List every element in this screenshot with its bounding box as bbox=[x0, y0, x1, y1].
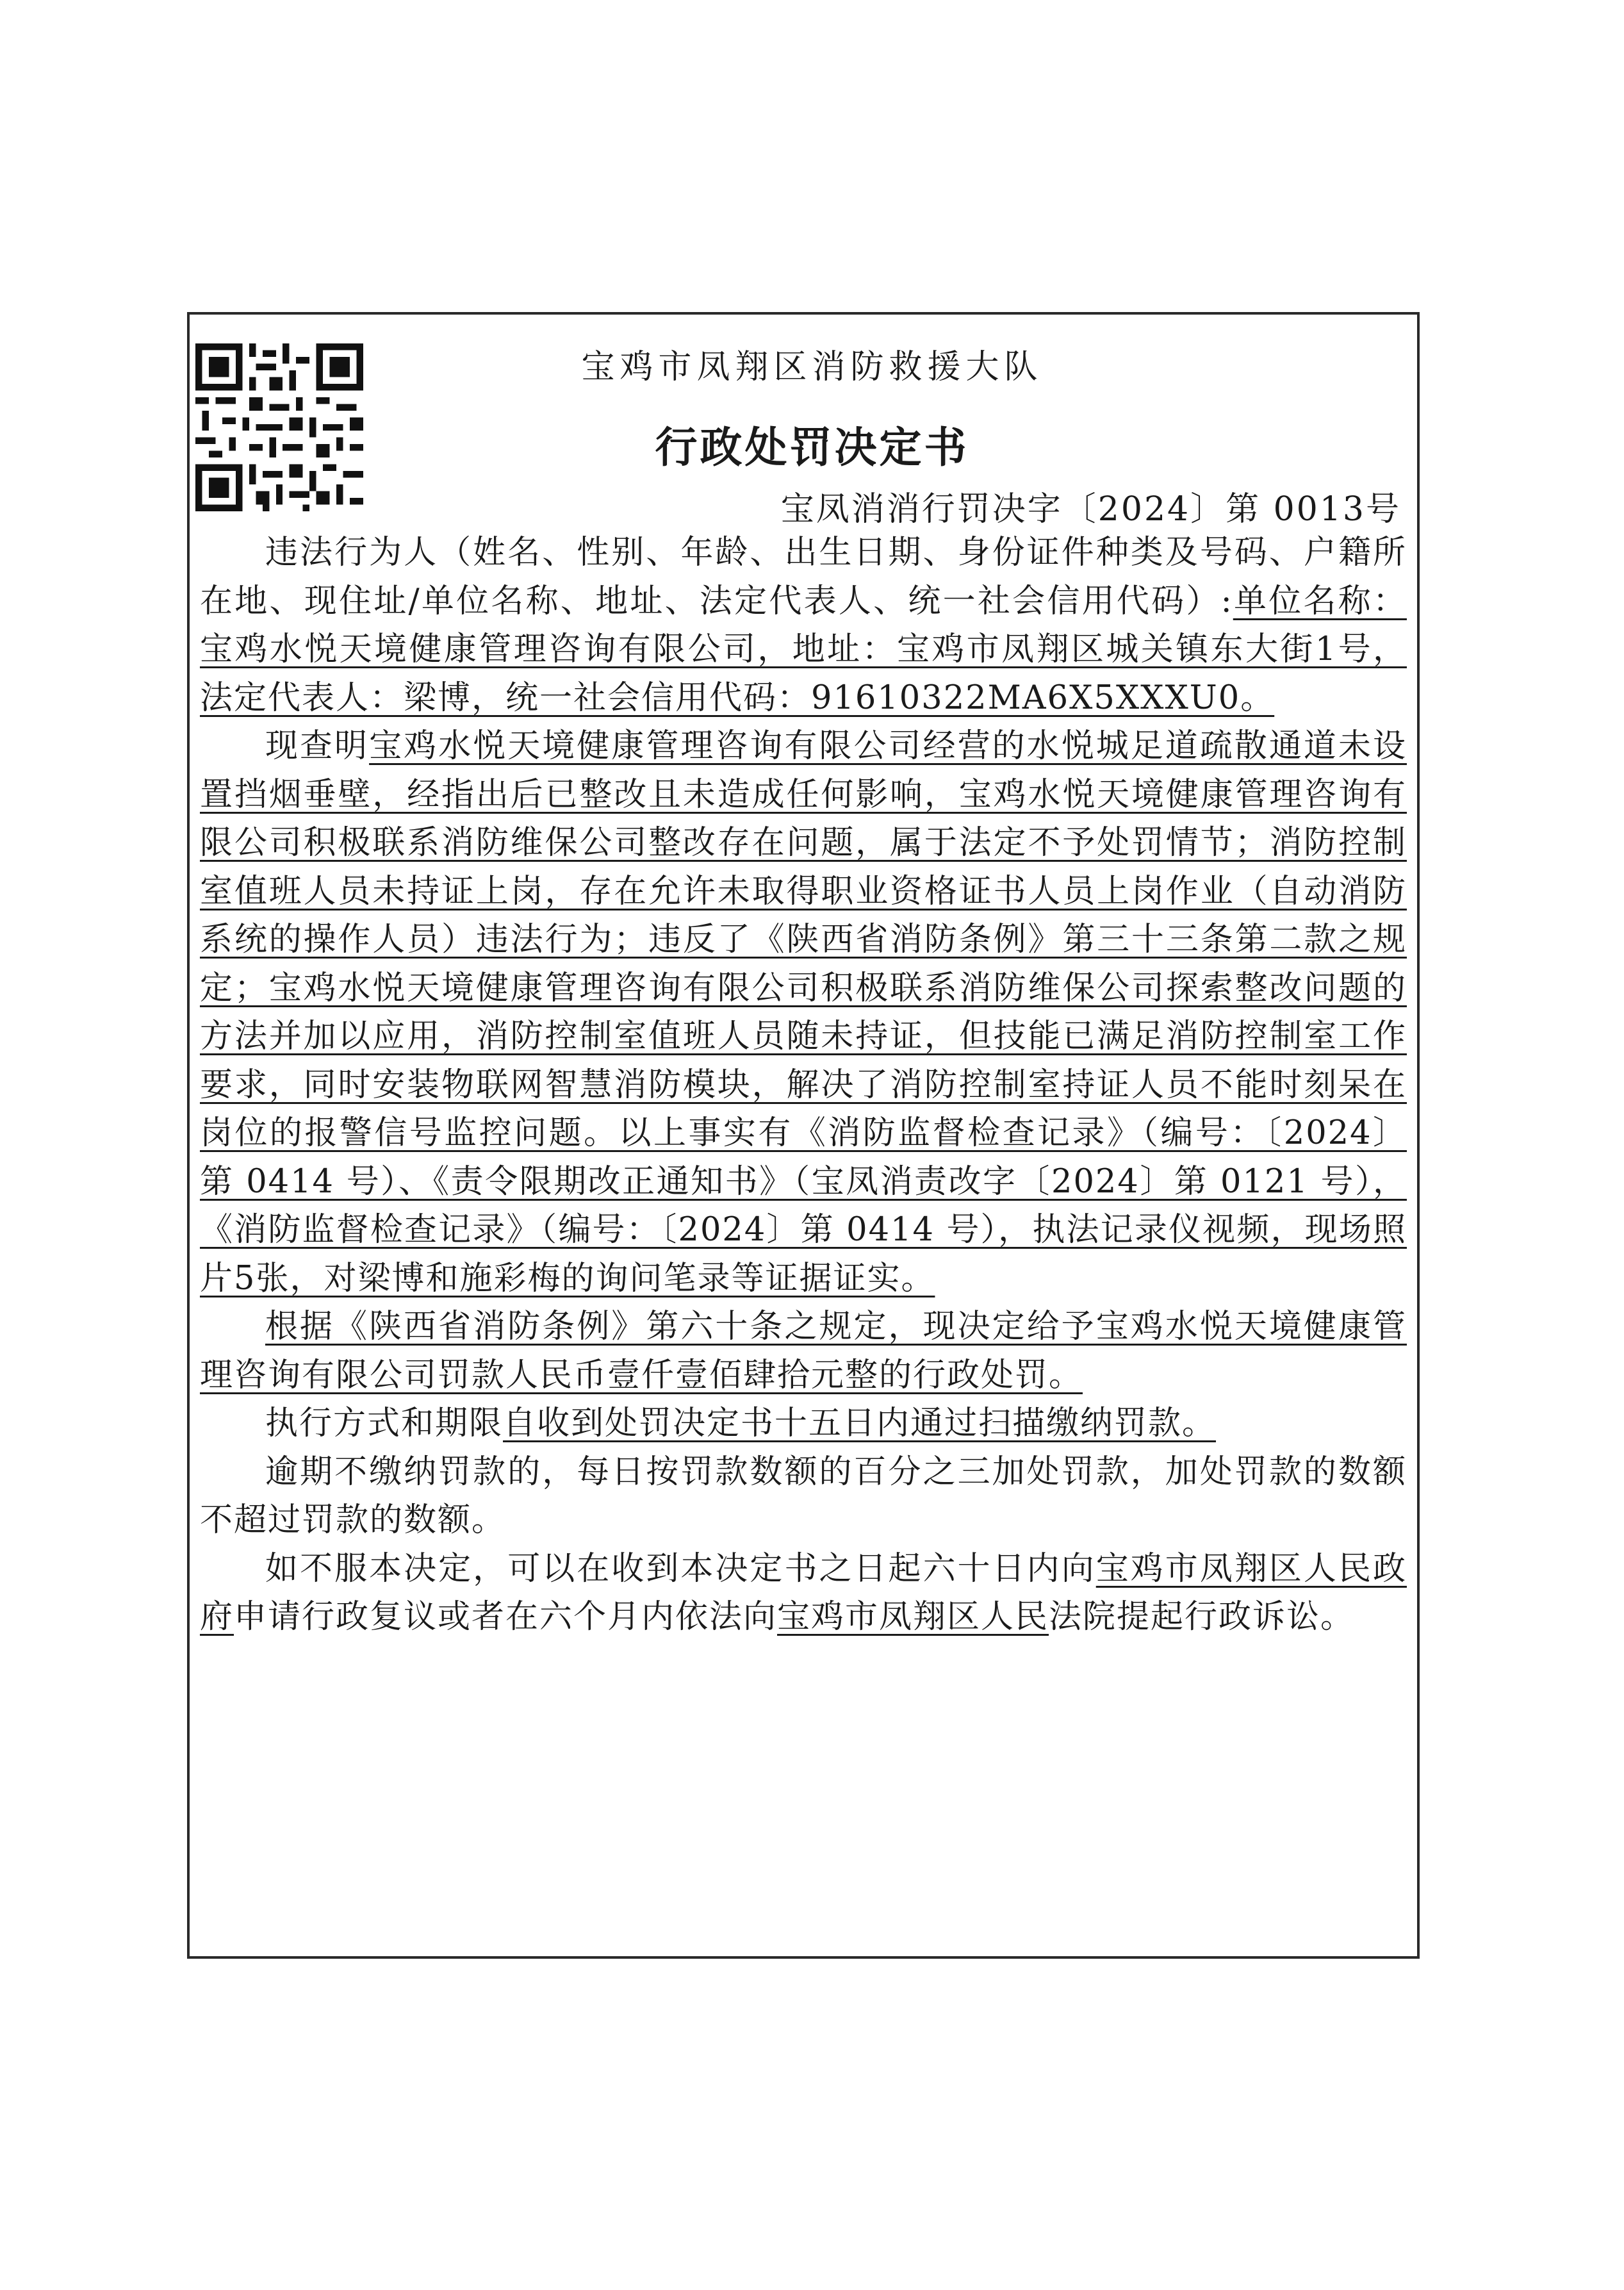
decision-text: 根据《陕西省消防条例》第六十条之规定，现决定给予宝鸡水悦天境健康管理咨询有限公司罚款人民币壹仟壹佰肆拾元整的行政处罚。 bbox=[200, 1308, 1407, 1394]
facts-text-part2: 《消防监督检查记录》（编号：〔2024〕第 0414 号），执法记录仪视频，现场照片5张，对梁博和施彩梅的询问笔录等证据证实。 bbox=[200, 1211, 1407, 1297]
document-body bbox=[200, 529, 1407, 1642]
appeal-court: 宝鸡市凤翔区人民 bbox=[777, 1598, 1049, 1636]
execution-text: 自收到处罚决定书十五日内通过扫描缴纳罚款。 bbox=[503, 1404, 1217, 1442]
document-number: 宝凤消消行罚决字〔2024〕第 0013号 bbox=[780, 490, 1401, 529]
appeal-prefix: 如不服本决定，可以在收到本决定书之日起六十日内向 bbox=[265, 1549, 1096, 1588]
appeal-gov: 宝鸡市凤翔区人民政府 bbox=[200, 1549, 1407, 1636]
violator-details: 单位名称：宝鸡水悦天境健康管理咨询有限公司，地址：宝鸡市凤翔区城关镇东大街1号，法定代表人：梁博，统一社会信用代码：91610322MA6X5XXXU0。 bbox=[200, 582, 1407, 717]
facts-paragraph bbox=[200, 722, 1407, 1303]
execution-label: 执行方式和期限 bbox=[265, 1404, 504, 1442]
execution-paragraph bbox=[200, 1399, 1407, 1448]
facts-label: 现查明 bbox=[265, 727, 370, 765]
agency-name: 宝鸡市凤翔区消防救援大队 bbox=[581, 348, 1043, 386]
violator-label: 违法行为人（姓名、性别、年龄、出生日期、身份证件种类及号码、户籍所在地、现住址/单位名称、地址、法定代表人、统一社会信用代码）: bbox=[200, 534, 1407, 620]
facts-text-part1: 宝鸡水悦天境健康管理咨询有限公司经营的水悦城足道疏散通道未设置挡烟垂壁，经指出后已整改且未造成任何影响，宝鸡水悦天境健康管理咨询有限公司积极联系消防维保公司整改存在问题，属于法定不予处罚情节；消防控制室值班人员未持证上岗，存在允许未取得职业资格证书人员上岗作业（自动消防系统的操作人员）违法行为；违反了《陕西省消防条例》第三十三条第二款之规定；宝鸡水悦天境健康管理咨询有限公司积极联系消防维保公司探索整改问题的方法并加以应用，消防控制室值班人员随未持证，但技能已满足消防控制室工作要求，同时安装物联网智慧消防模块，解决了消防控制室持证人员不能时刻呆在岗位的报警信号监控问题。以上事实有《消防监督检查记录》（编号：〔2024〕第 0414 号）、《责令限期改正通知书》（宝凤消责改字〔2024〕第 0121 号）， bbox=[200, 727, 1407, 1201]
page-title: 行政处罚决定书 bbox=[655, 422, 969, 472]
violator-paragraph bbox=[200, 529, 1407, 722]
decision-paragraph bbox=[200, 1303, 1407, 1399]
overdue-text: 逾期不缴纳罚款的，每日按罚款数额的百分之三加处罚款，加处罚款的数额不超过罚款的数额。 bbox=[200, 1453, 1407, 1539]
appeal-paragraph bbox=[200, 1545, 1407, 1642]
appeal-suffix: 法院提起行政诉讼。 bbox=[1049, 1598, 1355, 1636]
appeal-middle: 申请行政复议或者在六个月内依法向 bbox=[234, 1598, 778, 1636]
overdue-paragraph bbox=[200, 1448, 1407, 1545]
